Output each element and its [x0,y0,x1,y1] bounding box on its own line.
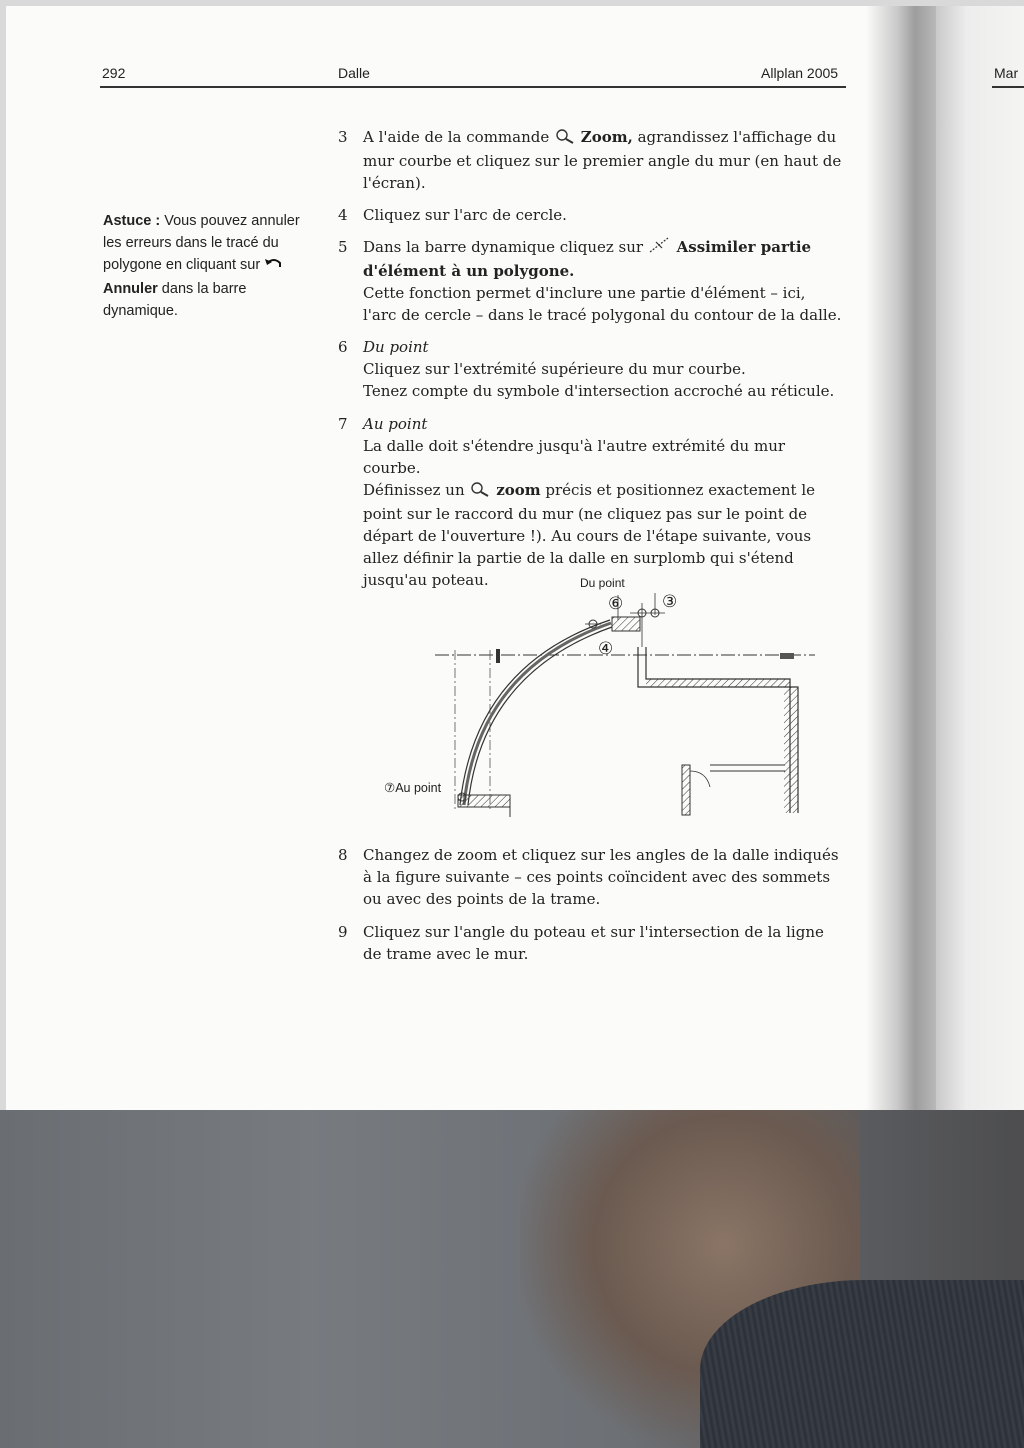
step-number: 7 [338,415,348,433]
step-text: Cliquez sur l'angle du poteau et sur l'intersection de la ligne de trame avec le mur. [363,923,824,963]
step-6-line-1: Cliquez sur l'extrémité supérieure du mur courbe. [363,360,746,378]
step-text [363,336,843,402]
step-5-text-a: Dans la barre dynamique cliquez sur [363,238,648,256]
zoom-icon [469,481,491,503]
upper-wall-end [612,617,640,631]
curved-wall-outer [460,620,610,805]
marker-6: ⑥ [608,594,624,613]
step-7-zoom-label: zoom [496,481,541,499]
floor-plan-drawing [380,575,820,825]
step-number: 8 [338,846,348,864]
header-rule [100,86,846,88]
step-text: Changez de zoom et cliquez sur les angles de la dalle indiqués à la figure suivante – ces points coïncident avec des sommets ou avec des points de la trame. [363,846,839,908]
tip-text-2: dans la barre dynamique. [103,281,247,319]
tip-label: Astuce : [103,213,161,229]
background-photo-area [0,1110,1024,1448]
label-du-point: Du point [580,576,625,590]
interior-column [682,765,690,815]
undo-icon [264,256,284,278]
step-5-command-label: Assimiler partie d'élément à un polygone. [363,238,812,280]
step-6-line-2: Tenez compte du symbole d'intersection accroché au réticule. [363,382,835,400]
step-text [363,236,843,326]
facing-page-header-fragment: Mar [994,65,1019,81]
wall-hatching [784,687,798,813]
step-5-explanation: Cette fonction permet d'inclure une partie d'élément – ici, l'arc de cercle – dans le tracé polygonal du contour de la dalle. [363,284,842,324]
step-text: Cliquez sur l'arc de cercle. [363,206,567,224]
column-mark [780,653,794,659]
building-outline [638,647,798,813]
step-number: 3 [338,128,348,146]
step-7-text-b: précis et positionnez exactement le point sur le raccord du mur (ne cliquez pas sur le point de départ de l'ouverture !). Au cours de l'étape suivante, vous allez définir la partie de la dalle en surplomb qui s'étend jusqu'au poteau. [363,481,816,589]
step-7-title: Au point [363,415,428,433]
sleeve-blur [700,1280,1024,1448]
tip-undo-label: Annuler [103,281,158,297]
running-header-product: Allplan 2005 [761,65,839,81]
step-text [363,413,843,591]
wall-hatching [646,679,790,687]
book-gutter [866,6,936,1110]
step-3-text-b: agrandissez l'affichage du mur courbe et cliquez sur le premier angle du mur (en haut de l'écran). [363,128,842,192]
label-au-point: ⑦Au point [384,781,442,795]
step-3-zoom-label: Zoom, [580,128,633,146]
step-text [363,126,843,194]
door-swing [690,771,710,787]
step-number: 9 [338,923,348,941]
step-6-title: Du point [363,338,429,356]
step-3-text-a: A l'aide de la commande [363,128,554,146]
step-number: 5 [338,238,348,256]
assimilate-element-icon [648,236,672,260]
page-number: 292 [102,65,126,81]
tip-text-1: Vous pouvez annuler les erreurs dans le tracé du polygone en cliquant sur [103,213,300,273]
curved-wall-highlight [464,623,614,805]
step-number: 4 [338,206,348,224]
zoom-icon [554,128,576,150]
column-mark [496,649,500,663]
marker-3: ③ [662,592,678,611]
marker-4: ④ [598,639,614,658]
step-number: 6 [338,338,348,356]
tip-note [103,210,318,322]
facing-page [936,6,1024,1110]
step-7-text-a: Définissez un [363,481,470,499]
running-header-section: Dalle [338,65,370,81]
floor-plan-diagram [380,575,820,825]
step-7-line-1: La dalle doit s'étendre jusqu'à l'autre extrémité du mur courbe. [363,437,786,477]
facing-header-rule [992,86,1024,88]
building-outline-inner [646,647,790,813]
